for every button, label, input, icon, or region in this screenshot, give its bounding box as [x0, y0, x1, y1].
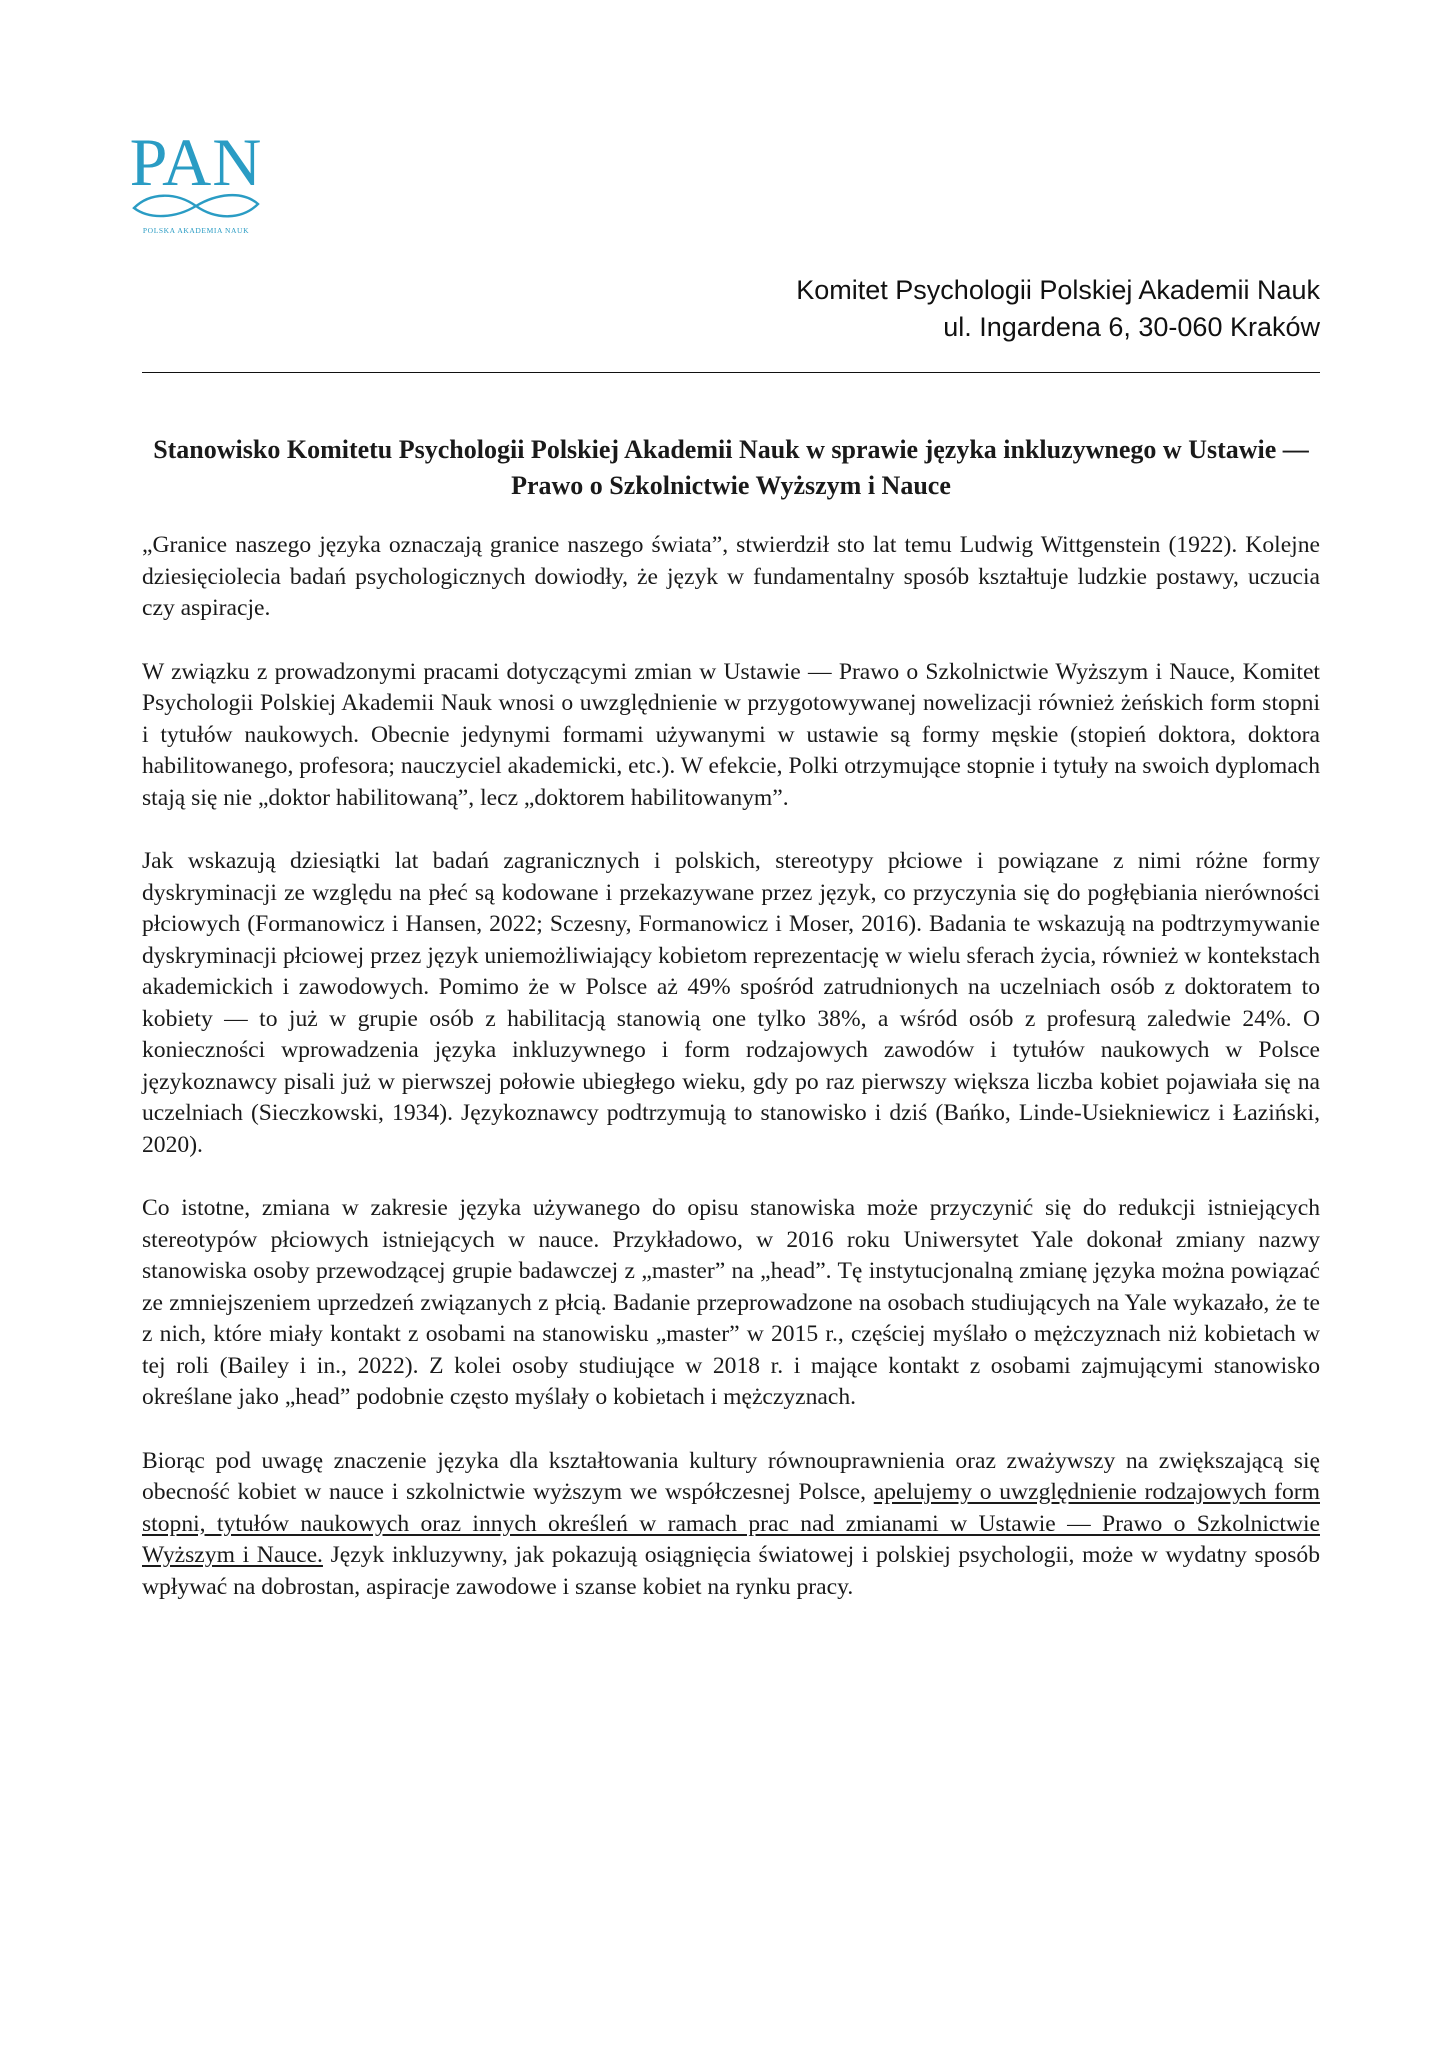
closing-intro: Biorąc pod uwagę znaczenie języka dla kształtowania kultury równouprawnienia oraz zważywszy na zwiększającą się obecność kobiet w nauce i szkolnictwie wyższym we współczesnej Polsce, — [142, 1447, 1320, 1505]
paragraph: Jak wskazują dziesiątki lat badań zagranicznych i polskich, stereotypy płciowe i powiązane z nimi różne formy dyskryminacji ze względu na płeć są kodowane i przekazywane przez język, co przyczynia się do pogłębiania nierówności płciowych (Formanowicz i Hansen, 2022; Sczesny, Formanowicz i Moser, 2016). Badania te wskazują na podtrzymywanie dyskryminacji płciowej przez język uniemożliwiający kobietom reprezentację w wielu sferach życia, również w kontekstach akademickich i zawodowych. Pomimo że w Polsce aż 49% spośród zatrudnionych na uczelniach osób z doktoratem to kobiety — to już w grupie osób z habilitacją stanowią one tylko 38%, a wśród osób z profesurą zaledwie 24%. O konieczności wprowadzenia języka inkluzywnego i form rodzajowych zawodów i tytułów naukowych w Polsce językoznawcy pisali już w pierwszej połowie ubiegłego wieku, gdy po raz pierwszy większa liczba kobiet pojawiała się na uczelniach (Sieczkowski, 1934). Językoznawcy podtrzymują to stanowisko i dziś (Bańko, Linde-Usiekniewicz i Łaziński, 2020). — [142, 848, 1320, 1158]
committee-name: Komitet Psychologii Polskiej Akademii Nauk — [796, 275, 1320, 305]
paragraph: Co istotne, zmiana w zakresie języka używanego do opisu stanowiska może przyczynić się do redukcji istniejących stereotypów płciowych istniejących w nauce. Przykładowo, w 2016 roku Uniwersytet Yale dokonał zmiany nazwy stanowiska osoby przewodzącej grupie badawczej z „master” na „head”. Tę instytucjonalną zmianę języka można powiązać ze zmniejszeniem uprzedzeń związanych z płcią. Badanie przeprowadzone na osobach studiujących na Yale wykazało, że te z nich, które miały kontakt z osobami na stanowisku „master” w 2015 r., częściej myślało o mężczyznach niż kobietach w tej roli (Bailey i in., 2022). Z kolei osoby studiujące w 2018 r. i mające kontakt z osobami zajmującymi stanowisko określane jako „head” podobnie często myślały o kobietach i mężczyznach. — [142, 1195, 1320, 1410]
header-divider — [142, 372, 1320, 373]
paragraph: „Granice naszego języka oznaczają granice naszego świata”, stwierdził sto lat temu Ludwig Wittgenstein (1922). Kolejne dziesięciolecia badań psychologicznych dowiodły, że język w fundamentalny sposób kształtuje ludzkie postawy, uczucia czy aspiracje. — [142, 532, 1320, 621]
committee-address: ul. Ingardena 6, 30-060 Kraków — [943, 312, 1320, 342]
paragraph: W związku z prowadzonymi pracami dotyczącymi zmian w Ustawie — Prawo o Szkolnictwie Wyższym i Nauce, Komitet Psychologii Polskiej Akademii Nauk wnosi o uwzględnienie w przygotowywanej nowelizacji również żeńskich form stopni i tytułów naukowych. Obecnie jedynymi formami używanymi w ustawie są formy męskie (stopień doktora, doktora habilitowanego, profesora; nauczyciel akademicki, etc.). W efekcie, Polki otrzymujące stopnie i tytuły na swoich dyplomach stają się nie „doktor habilitowaną”, lecz „doktorem habilitowanym”. — [142, 658, 1320, 811]
pan-logo-text: PAN — [129, 124, 263, 200]
infinity-swirl-icon — [130, 188, 262, 224]
document-body — [142, 530, 1320, 1635]
closing-paragraph — [142, 1446, 1320, 1604]
document-title: Stanowisko Komitetu Psychologii Polskiej Akademii Nauk w sprawie języka inkluzywnego w Ustawie — Prawo o Szkolnictwie Wyższym i Nauce — [153, 435, 1309, 500]
closing-appeal: apelujemy o uwzględnienie rodzajowych form stopni, tytułów naukowych oraz innych określeń w ramach prac nad zmianami w Ustawie — Prawo o Szkolnictwie Wyższym i Nauce. — [142, 1479, 1320, 1568]
closing-outro: Język inkluzywny, jak pokazują osiągnięcia światowej i polskiej psychologii, może w wydatny sposób wpływać na dobrostan, aspiracje zawodowe i szanse kobiet na rynku pracy. — [142, 1542, 1320, 1600]
pan-logo — [128, 124, 264, 238]
letterhead — [796, 272, 1320, 346]
pan-logo-subtitle: POLSKA AKADEMIA NAUK — [142, 226, 250, 235]
